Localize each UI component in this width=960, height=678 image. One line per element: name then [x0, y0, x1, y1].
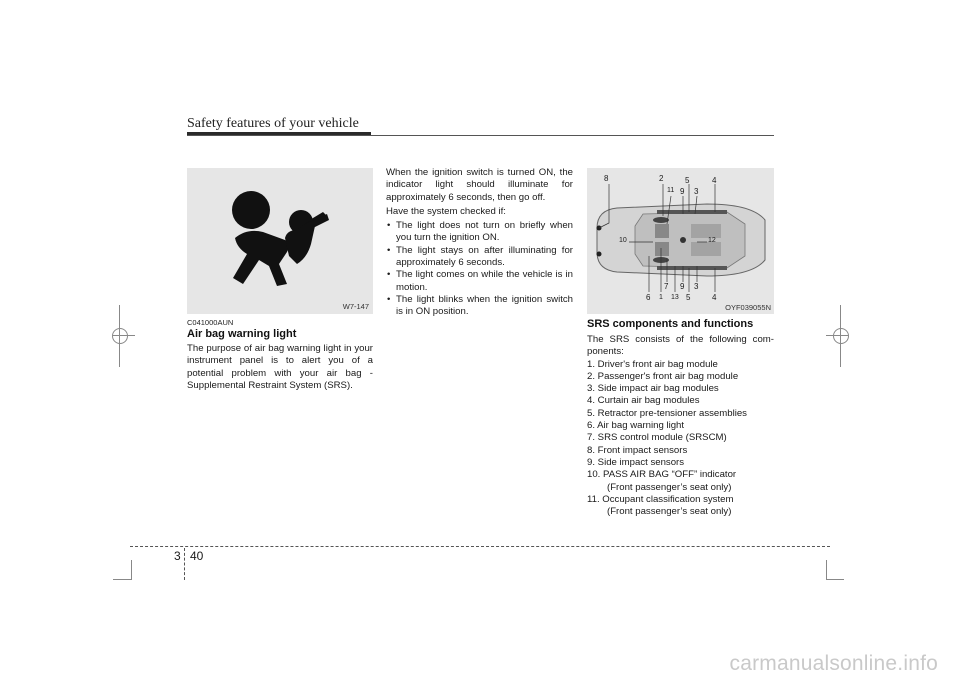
list-item-main: 11. Occupant classification system	[587, 493, 734, 505]
list-item	[587, 469, 774, 494]
diagram-label: 4	[712, 293, 717, 302]
airbag-warning-heading: Air bag warning light	[187, 328, 297, 340]
header-rule	[187, 135, 774, 136]
diagram-label: 10	[619, 237, 627, 244]
list-item: • The light does not turn on briefly when you turn the ignition ON.	[386, 220, 573, 245]
airbag-warning-icon	[187, 168, 373, 314]
list-item: 1. Driver's front air bag module	[587, 358, 718, 370]
list-item: 7. SRS control module (SRSCM)	[587, 432, 727, 444]
list-item: 5. Retractor pre-tensioner assemblies	[587, 407, 747, 419]
diagram-label: 12	[708, 237, 716, 244]
image-code: W7-147	[342, 302, 369, 311]
diagram-label: 7	[664, 282, 669, 291]
list-item	[587, 494, 774, 519]
list-item: 3. Side impact air bag modules	[587, 383, 719, 395]
airbag-warning-description: The purpose of air bag warning light in your instrument panel is to alert you of a potential problem with your air bag - Supplemental Restraint System (SRS).	[187, 343, 373, 391]
section-code: C041000AUN	[187, 318, 234, 327]
crop-mark-bottom-left-h	[113, 579, 131, 580]
list-item-sub: (Front passenger’s seat only)	[607, 506, 732, 518]
image-code: OYF039055N	[725, 303, 771, 312]
diagram-label: 2	[659, 174, 664, 183]
list-item-main: 10. PASS AIR BAG “OFF” indicator	[587, 469, 737, 481]
crop-mark-bottom-right	[826, 560, 827, 580]
diagram-label: 5	[686, 293, 691, 302]
registration-mark-left	[112, 328, 128, 344]
chapter-number: 3	[174, 549, 181, 563]
crop-mark-bottom-left	[131, 560, 132, 580]
list-item: • The light comes on while the vehicle is in motion.	[386, 269, 573, 294]
list-item-sub: (Front passenger’s seat only)	[607, 481, 732, 493]
footer-separator	[184, 548, 185, 580]
srs-components-heading: SRS components and functions	[587, 318, 754, 330]
diagram-label: 6	[646, 293, 651, 302]
list-item: • The light blinks when the ignition switch is in ON position.	[386, 294, 573, 319]
check-intro: Have the system checked if:	[386, 205, 506, 217]
srs-components-diagram	[587, 168, 774, 314]
ignition-intro: When the ignition switch is turned ON, the indicator light should illuminate for approximately 6 seconds, then go off.	[386, 167, 573, 203]
watermark: carmanualsonline.info	[729, 652, 938, 675]
diagram-label: 4	[712, 176, 717, 185]
crop-mark-bottom-right-h	[826, 579, 844, 580]
diagram-label: 9	[680, 282, 685, 291]
list-item: • The light stays on after illuminating for approximately 6 seconds.	[386, 245, 573, 270]
diagram-label: 1	[659, 294, 663, 301]
diagram-label: 11	[667, 187, 675, 194]
registration-mark-right	[833, 328, 849, 344]
srs-components-list	[587, 359, 774, 519]
srs-intro: The SRS consists of the following com- ponents:	[587, 334, 774, 358]
diagram-label: 13	[671, 294, 679, 301]
list-item: 2. Passenger's front air bag module	[587, 370, 739, 382]
check-list	[386, 220, 573, 318]
diagram-label: 3	[694, 187, 699, 196]
section-title: Safety features of your vehicle	[187, 116, 359, 131]
page-number: 40	[190, 549, 204, 563]
diagram-label: 8	[604, 174, 609, 183]
list-item: 6. Air bag warning light	[587, 420, 685, 432]
diagram-label: 9	[680, 187, 685, 196]
diagram-label: 5	[685, 176, 690, 185]
ignition-text-block	[386, 167, 573, 319]
diagram-label: 3	[694, 282, 699, 291]
list-item: 9. Side impact sensors	[587, 456, 685, 468]
list-item: 8. Front impact sensors	[587, 444, 688, 456]
airbag-warning-illustration	[187, 168, 373, 314]
list-item: 4. Curtain air bag modules	[587, 395, 700, 407]
srs-components-text	[587, 334, 774, 518]
footer-rule	[130, 546, 830, 547]
